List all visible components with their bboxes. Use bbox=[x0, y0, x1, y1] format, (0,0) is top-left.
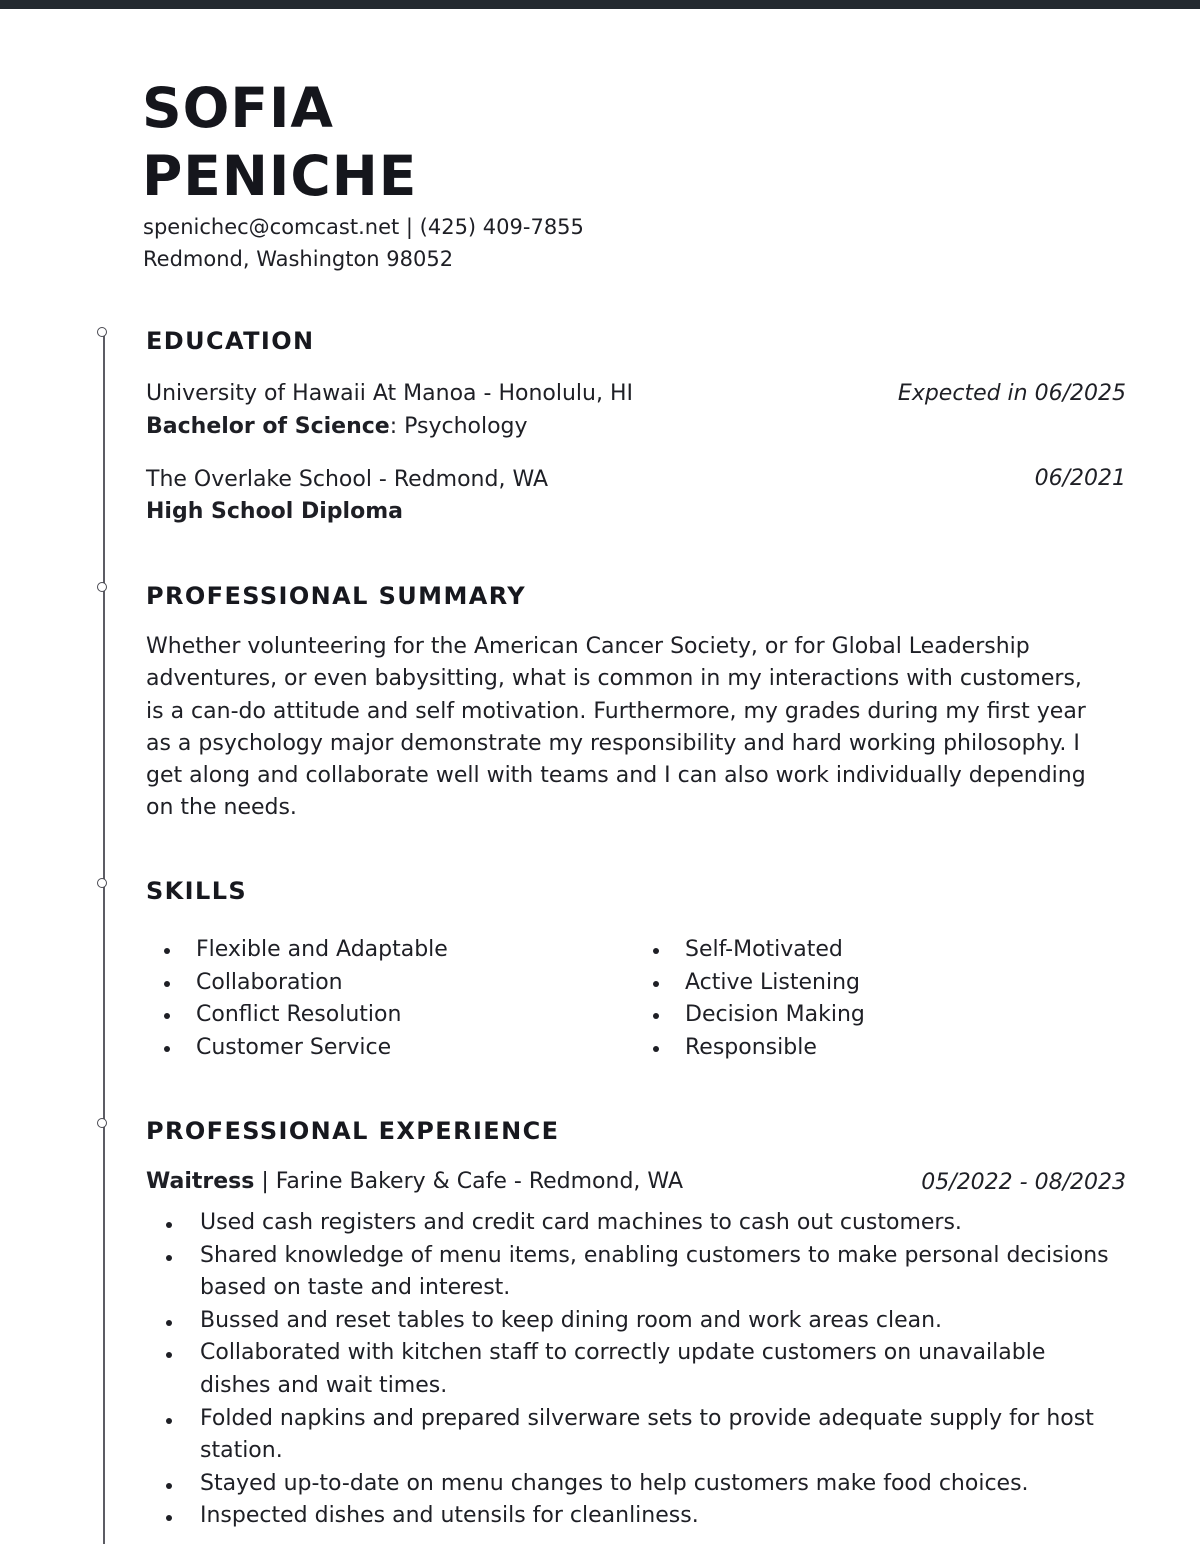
summary-text: Whether volunteering for the American Cancer Society, or for Global Leadership adventures, or even babysitting, what is common in my interactions with customers, is a can-do attitude and self motivation. Furthermore, my grades during my first year as a psychology major demonstrate my responsibility and hard working philosophy. I get along and collaborate well with teams and I can also work individually depending on the needs. bbox=[146, 634, 1086, 821]
skill-item: Active Listening bbox=[647, 967, 865, 1000]
skills-list-left bbox=[158, 934, 448, 1064]
duty-item: Used cash registers and credit card machines to cash out customers. bbox=[162, 1207, 1122, 1240]
contact-location: Redmond, Washington 98052 bbox=[143, 247, 454, 271]
education-institution-2: The Overlake School - Redmond, WA bbox=[146, 467, 549, 492]
job-title-line bbox=[146, 1166, 683, 1198]
experience-heading: PROFESSIONAL EXPERIENCE bbox=[146, 1117, 560, 1145]
skills-list-right bbox=[647, 934, 865, 1064]
duty-item: Bussed and reset tables to keep dining room and work areas clean. bbox=[162, 1305, 1122, 1338]
contact-email-phone: spenichec@comcast.net | (425) 409-7855 bbox=[143, 215, 584, 239]
job-duties-list bbox=[162, 1207, 1122, 1533]
timeline-node-experience bbox=[97, 1118, 107, 1128]
education-date-2: 06/2021 bbox=[1034, 466, 1126, 491]
duty-item: Collaborated with kitchen staff to correctly update customers on unavailable dishes and wait times. bbox=[162, 1337, 1122, 1402]
job-employer: Farine Bakery & Cafe - Redmond, WA bbox=[275, 1169, 684, 1194]
summary-heading: PROFESSIONAL SUMMARY bbox=[146, 582, 527, 610]
education-degree-2: High School Diploma bbox=[146, 499, 403, 524]
job-role: Waitress bbox=[146, 1169, 255, 1194]
timeline-node-skills bbox=[97, 878, 107, 888]
name-first: SOFIA bbox=[142, 76, 334, 140]
skill-item: Self-Motivated bbox=[647, 934, 865, 967]
duty-item: Inspected dishes and utensils for cleanliness. bbox=[162, 1500, 1122, 1533]
timeline-rule bbox=[103, 330, 105, 1544]
skill-item: Customer Service bbox=[158, 1032, 448, 1065]
name-last: PENICHE bbox=[142, 144, 418, 208]
skill-item: Flexible and Adaptable bbox=[158, 934, 448, 967]
job-separator: | bbox=[254, 1169, 276, 1194]
education-degree-line-1 bbox=[146, 411, 528, 443]
timeline-node-summary bbox=[97, 582, 107, 592]
skill-item: Responsible bbox=[647, 1032, 865, 1065]
contact-info bbox=[143, 211, 584, 275]
skill-item: Conflict Resolution bbox=[158, 999, 448, 1032]
candidate-name bbox=[142, 74, 417, 210]
education-degree-1: Bachelor of Science bbox=[146, 414, 390, 439]
education-date-1: Expected in 06/2025 bbox=[897, 381, 1126, 406]
skill-item: Decision Making bbox=[647, 999, 865, 1032]
duty-item: Folded napkins and prepared silverware sets to provide adequate supply for host station. bbox=[162, 1403, 1122, 1468]
timeline-node-education bbox=[97, 327, 107, 337]
duty-item: Stayed up-to-date on menu changes to help customers make food choices. bbox=[162, 1468, 1122, 1501]
degree-separator: : bbox=[389, 414, 405, 439]
education-field-1: Psychology bbox=[404, 414, 528, 439]
skill-item: Collaboration bbox=[158, 967, 448, 1000]
education-heading: EDUCATION bbox=[146, 327, 315, 355]
skills-heading: SKILLS bbox=[146, 877, 248, 905]
scan-top-edge bbox=[0, 0, 1200, 9]
education-institution-1: University of Hawaii At Manoa - Honolulu, HI bbox=[146, 381, 633, 406]
duty-item: Shared knowledge of menu items, enabling customers to make personal decisions based on taste and interest. bbox=[162, 1240, 1122, 1305]
job-dates: 05/2022 - 08/2023 bbox=[921, 1170, 1126, 1195]
